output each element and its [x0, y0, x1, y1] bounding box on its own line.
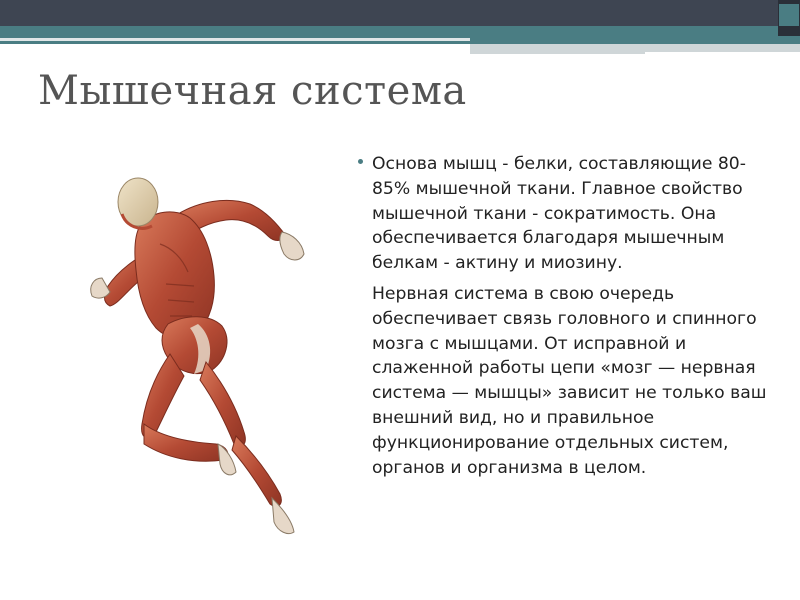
bullet-dot-icon — [358, 159, 363, 164]
paragraph-text: Основа мышц - белки, составляющие 80-85% мышечной ткани. Главное свойство мышечной ткани - сократимость. Она обеспечивается благодаря мышечным белкам - актину и миозину. — [372, 154, 746, 274]
header-divider-line-right — [645, 52, 800, 54]
running-anatomy-figure — [86, 174, 332, 538]
paragraph-muscle-proteins — [352, 152, 772, 276]
header-dark-bar — [0, 0, 800, 26]
corner-accent-inner — [779, 4, 799, 26]
header-divider-line — [0, 38, 470, 41]
paragraph-text: Нервная система в свою очередь обеспечивает связь головного и спинного мозга с мышцами. От исправной и слаженной работы цепи «мозг — нервная система — мышцы» зависит не только ваш внешний вид, но и правильное функционирование отдельных систем, органов и организма в целом. — [372, 283, 767, 478]
header-teal-band — [0, 26, 800, 44]
slide-body — [352, 152, 772, 486]
slide-title: Мышечная система — [38, 68, 467, 114]
paragraph-nervous-system — [352, 282, 772, 480]
